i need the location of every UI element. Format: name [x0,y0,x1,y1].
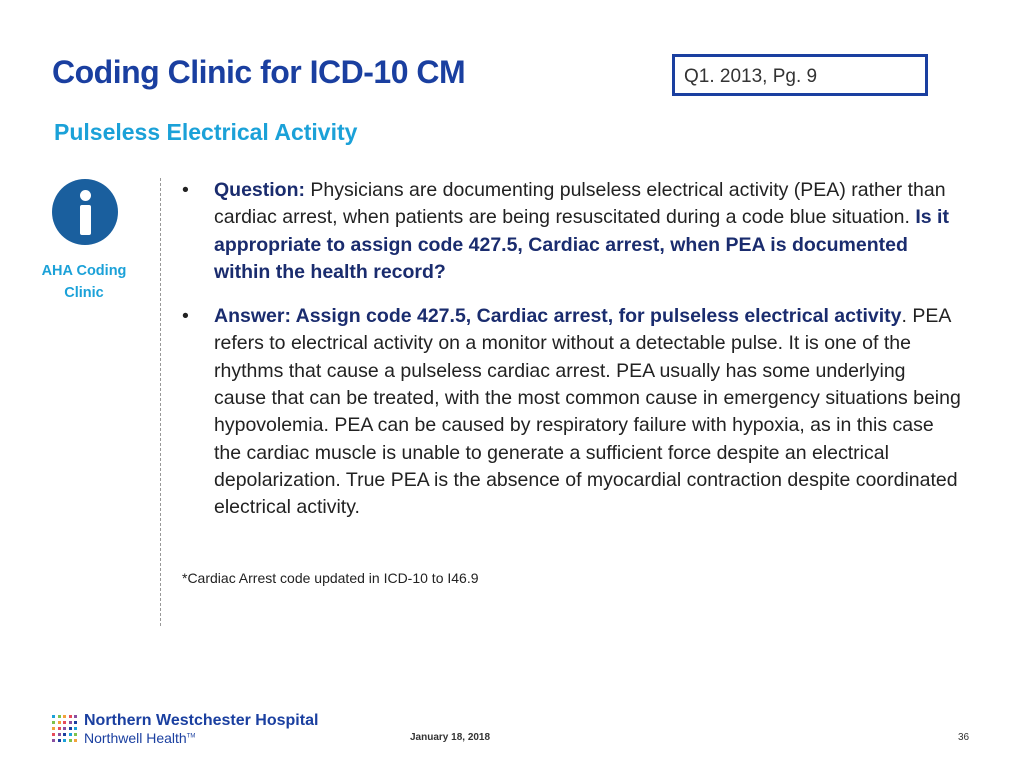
logo-grid-dot [52,727,55,730]
answer-lead: Answer: Assign code 427.5, Cardiac arrest, for pulseless electrical activity [214,305,902,328]
logo-grid-dot [63,721,66,724]
logo-grid-dot [63,739,66,742]
logo-grid-dot [74,739,77,742]
logo-grid-dot [58,733,61,736]
logo-grid-dot [52,721,55,724]
answer-bullet [182,303,962,521]
page-title: Coding Clinic for ICD-10 CM [52,54,466,90]
logo-grid-dot [63,715,66,718]
logo-line2 [84,730,195,746]
info-icon [52,179,118,245]
logo-grid-dot [63,727,66,730]
logo-grid-dot [52,733,55,736]
logo-grid-dot [58,715,61,718]
question-text: Physicians are documenting pulseless electrical activity (PEA) rather than cardiac arrest, when patients are being resuscitated during a code blue situation. [214,179,946,229]
question-emphasis: Is it appropriate to assign code 427.5, Cardiac arrest, when PEA is documented within the health record? [214,206,949,283]
logo-grid-dot [74,715,77,718]
logo-grid-dot [69,739,72,742]
sidebar-label-line1: AHA Coding [41,263,127,279]
answer-text: . PEA refers to electrical activity on a monitor without a detectable pulse. It is one of the rhythms that cause a pulseless cardiac arrest. PEA usually has some underlying cause that can be treated, with the most common cause in emergency situations being hypovolemia. PEA can be caused by respiratory failure with hypoxia, as in this case the cardiac muscle is unable to generate a sufficient force despite an electrical depolarization. True PEA is the absence of myocardial contraction despite coordinated electrical activity. [214,305,961,519]
logo-grid-dot [74,721,77,724]
footer-date: January 18, 2018 [410,732,491,743]
bullet-list [182,177,962,522]
bullet-marker: • [182,305,189,328]
logo-grid-icon [52,715,78,743]
footnote: *Cardiac Arrest code updated in ICD-10 to I46.9 [182,570,479,586]
logo-grid-dot [52,739,55,742]
trademark-mark: TM [186,733,196,740]
logo-grid-dot [69,733,72,736]
logo-grid-dot [58,727,61,730]
logo-grid-dot [69,721,72,724]
sidebar-label-line2: Clinic [64,285,104,301]
sidebar-label [36,260,132,304]
question-lead: Question: [214,179,305,201]
vertical-divider [160,178,161,626]
bullet-marker: • [182,179,189,201]
info-icon-dot [80,190,91,201]
logo-grid-dot [74,727,77,730]
logo-grid-dot [52,715,55,718]
logo-grid-dot [74,733,77,736]
logo-grid-dot [58,739,61,742]
logo-line1: Northern Westchester Hospital [84,712,319,729]
page-subtitle: Pulseless Electrical Activity [54,119,358,145]
logo-grid-dot [69,727,72,730]
info-icon-stem [80,205,91,235]
reference-box: Q1. 2013, Pg. 9 [672,54,928,96]
logo-grid-dot [69,715,72,718]
logo-grid-dot [63,733,66,736]
page-number: 36 [958,732,970,743]
question-bullet [182,177,962,286]
logo-line2-text: Northwell Health [84,730,187,746]
logo-grid-dot [58,721,61,724]
